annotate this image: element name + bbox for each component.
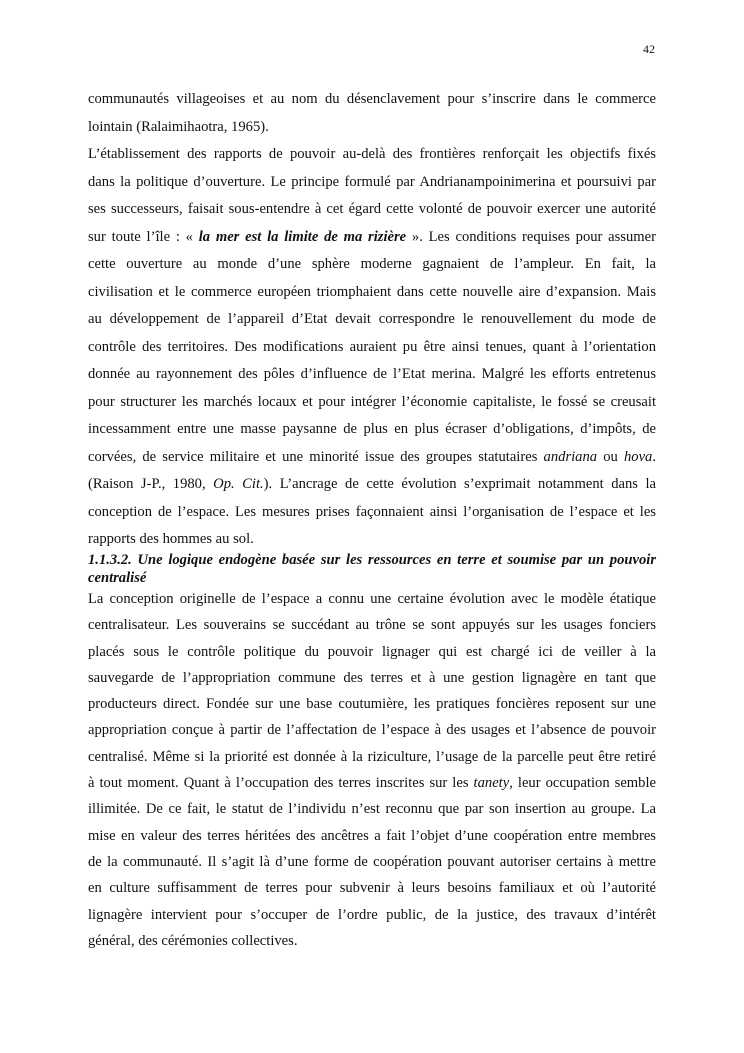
text-line — [88, 474, 656, 502]
text-segment: à tout moment. Quant à l’occupation des terres inscrites sur les — [88, 775, 474, 792]
text-line — [88, 117, 656, 145]
text-line — [88, 364, 656, 392]
text-line — [88, 799, 656, 825]
text-segment: communautés villageoises et au nom du désenclavement pour s’inscrire dans le commerce — [88, 91, 656, 107]
text-line — [88, 747, 656, 773]
text-segment: contrôle des territoires. Des modifications auraient pu être ainsi tenues, quant à l’orientation — [88, 338, 656, 355]
text-segment: lignagère intervient pour s’occuper de l’ordre public, de la justice, des travaux d’intérêt — [88, 906, 656, 923]
emphasized-text: hova — [623, 448, 653, 465]
text-segment: , leur occupation semble — [509, 775, 656, 792]
text-line — [88, 642, 656, 668]
text-segment: rapports des hommes au sol. — [88, 531, 254, 547]
text-segment: en culture suffisamment de terres pour subvenir à leurs besoins familiaux et où l’autorité — [88, 880, 656, 897]
text-segment: producteurs direct. Fondée sur une base coutumière, les pratiques foncières reposent sur une — [88, 696, 656, 713]
text-segment: ». Les conditions requises pour assumer — [406, 228, 656, 245]
text-segment: mise en valeur des terres héritées des ancêtres a fait l’objet d’une coopération entre membres — [88, 827, 656, 844]
text-segment: au développement de l’appareil d’Etat devait correspondre le renouvellement du mode de — [88, 311, 656, 327]
text-segment: lointain (Ralaimihaotra, 1965). — [88, 118, 269, 135]
text-line — [88, 589, 656, 615]
text-line — [88, 172, 656, 200]
text-segment: incessamment entre une masse paysanne de plus en plus écraser d’obligations, d’impôts, de — [88, 421, 656, 437]
text-segment: appropriation conçue à partir de l’affectation de l’espace à des usages et l’absence de pouvoir — [88, 722, 656, 739]
text-segment: centralisateur. Les souverains se succédant au trône se sont appuyés sur les usages fonciers — [88, 617, 656, 634]
text-line — [88, 931, 656, 957]
text-segment: 1.1.3.2. Une logique endogène basée sur les ressources en terre et soumise par un pouvoir — [88, 552, 656, 568]
text-segment: placés sous le contrôle politique du pouvoir lignager qui est chargé ici de veiller à la — [88, 643, 656, 660]
text-line — [88, 773, 656, 799]
text-segment: sauvegarde de l’appropriation commune des terres et à une gestion lignagère en tant que — [88, 669, 656, 686]
text-segment: sur toute l’île : « — [88, 228, 199, 245]
body-paragraphs-1 — [88, 89, 656, 557]
text-line — [88, 227, 656, 255]
text-line — [88, 668, 656, 694]
text-segment: ses successeurs, faisait sous-entendre à cet égard cette volonté de pouvoir exercer une autorité — [88, 201, 656, 217]
text-line — [88, 254, 656, 282]
text-line — [88, 392, 656, 420]
text-segment: centralisé. Même si la priorité est donnée à la riziculture, l’usage de la parcelle peut être retiré — [88, 748, 656, 765]
section-heading — [88, 551, 656, 587]
text-line — [88, 419, 656, 447]
text-segment: dans la politique d’ouverture. Le principe formulé par Andrianampoinimerina et poursuivi par — [88, 173, 656, 190]
text-segment: La conception originelle de l’espace a connu une certaine évolution avec le modèle étatique — [88, 591, 656, 607]
page-number: 42 — [643, 42, 655, 56]
text-line — [88, 447, 656, 475]
text-segment: . — [652, 448, 657, 465]
text-line — [88, 337, 656, 365]
text-line — [88, 144, 656, 172]
text-line — [88, 694, 656, 720]
body-paragraphs-2 — [88, 589, 656, 957]
text-line — [88, 720, 656, 746]
text-line — [88, 502, 656, 530]
emphasized-text: la mer est la limite de ma rizière — [198, 228, 407, 245]
text-line — [88, 615, 656, 641]
text-segment: de la communauté. Il s’agit là d’une forme de coopération pouvant autoriser certains à mettre — [88, 853, 656, 870]
text-segment: donnée au rayonnement des pôles d’influence de l’Etat merina. Malgré les efforts entretenus — [88, 366, 656, 382]
text-line — [88, 309, 656, 337]
text-segment: L’établissement des rapports de pouvoir au-delà des frontières renforçait les objectifs fixés — [88, 146, 656, 162]
text-segment: ). L’ancrage de cette évolution s’exprimait notamment dans la — [263, 476, 657, 492]
text-line — [88, 282, 656, 310]
text-segment: pour structurer les marchés locaux et pour intégrer l’économie capitaliste, le fossé se creusait — [88, 393, 656, 410]
text-line — [88, 89, 656, 117]
emphasized-text: andriana — [543, 448, 598, 465]
text-segment: corvées, de service militaire et une minorité issue des groupes statutaires — [88, 448, 544, 465]
text-line — [88, 569, 656, 587]
text-segment: civilisation et le commerce européen triomphaient dans cette nouvelle aire d’expansion. Mais — [88, 283, 656, 300]
text-segment: conception de l’espace. Les mesures prises façonnaient ainsi l’organisation de l’espace et les — [88, 503, 656, 520]
text-segment: général, des cérémonies collectives. — [88, 932, 298, 949]
text-segment: ou — [597, 448, 624, 465]
emphasized-text: Op. Cit. — [213, 476, 264, 492]
text-line — [88, 199, 656, 227]
text-segment: cette ouverture au monde d’une sphère moderne gagnaient de l’ampleur. En fait, la — [88, 256, 656, 272]
text-line — [88, 551, 656, 569]
text-segment: centralisé — [88, 570, 147, 586]
text-line — [88, 826, 656, 852]
emphasized-text: tanety — [473, 775, 510, 792]
text-line — [88, 905, 656, 931]
text-line — [88, 852, 656, 878]
text-line — [88, 878, 656, 904]
text-segment: (Raison J-P., 1980, — [88, 476, 214, 492]
text-segment: illimitée. De ce fait, le statut de l’individu n’est reconnu que par son insertion au groupe. La — [88, 801, 656, 818]
